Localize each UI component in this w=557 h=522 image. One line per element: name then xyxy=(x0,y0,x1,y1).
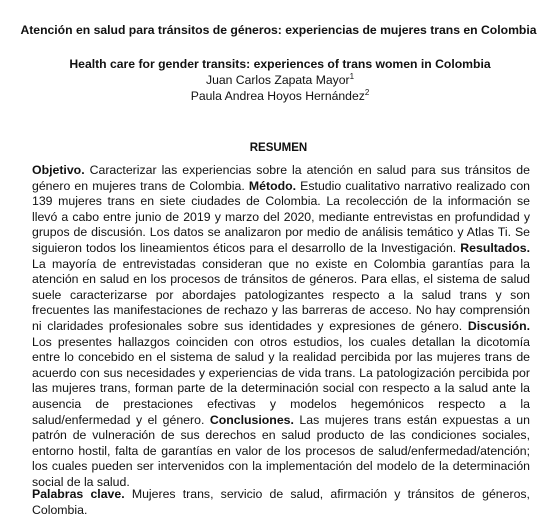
author-1 xyxy=(60,72,500,88)
objective-text: Caracterizar las experiencias sobre la atención en salud para sus tránsitos de género en mujeres trans de Colombia. xyxy=(32,163,530,193)
keywords-text: Mujeres trans, servicio de salud, afirmación y tránsitos de géneros, Colombia. xyxy=(32,487,530,517)
keywords-paragraph xyxy=(32,487,530,518)
abstract-heading: RESUMEN xyxy=(249,142,308,154)
author-1-name: Juan Carlos Zapata Mayor xyxy=(205,73,350,87)
objective-label: Objetivo. xyxy=(32,163,85,177)
conclusions-label: Conclusiones. xyxy=(209,412,294,427)
conclusions-text: Las mujeres trans están expuestas a un patrón de vulneración de sus derechos en salud producto de las condiciones sociales, entorno hostil, falta de garantías en valor de los procesos de salud/enfermedad/atención; los cuales pueden ser intervenidos con la implementación del modelo de la determinación social de la salud. xyxy=(32,412,530,489)
results-text: La mayoría de entrevistadas consideran que no existe en Colombia garantías para la atención en salud en los procesos de tránsitos de géneros. Para ellas, el sistema de salud suele caracterizarse por abordajes patologizantes respecto a la salud trans y son frecuentes las manifestaciones de rechazo y las barreras de acceso. No hay comprensión ni claridades profesionales sobre sus identidades y expresiones de género. xyxy=(32,256,530,333)
author-2 xyxy=(60,88,500,104)
keywords-label: Palabras clave. xyxy=(32,487,125,501)
title-spanish: Atención en salud para tránsitos de géneros: experiencias de mujeres trans en Colombia xyxy=(20,23,537,37)
results-label: Resultados. xyxy=(460,240,530,255)
title-english: Health care for gender transits: experiences of trans women in Colombia xyxy=(69,57,491,71)
abstract-paragraph xyxy=(32,163,530,490)
method-text: Estudio cualitativo narrativo realizado con 139 mujeres trans en siete ciudades de Colombia. La recolección de la información se llevó a cabo entre junio de 2019 y marzo del 2020, mediante entrevistas en profundidad y grupos de discusión. Los datos se analizaron por medio de análisis temático y Atlas Ti. Se siguieron todos los lineamientos éticos para el desarrollo de la Investigación. xyxy=(32,178,530,255)
discussion-text: Los presentes hallazgos coinciden con otros estudios, los cuales detallan la dicotomía entre lo concebido en el sistema de salud y la realidad percibida por las mujeres trans de acuerdo con sus necesidades y experiencias de vida trans. La patologización percibida por las mujeres trans, forman parte de la determinación social con respecto a la salud ante la ausencia de prestaciones efectivas y modelos hegemónicos respecto a la salud/enfermedad y el género. xyxy=(32,334,530,427)
author-2-affiliation-mark: 2 xyxy=(364,87,370,97)
author-1-affiliation-mark: 1 xyxy=(349,71,355,81)
discussion-label: Discusión. xyxy=(467,318,530,333)
author-2-name: Paula Andrea Hoyos Hernández xyxy=(190,89,365,103)
method-label: Método. xyxy=(248,178,297,193)
